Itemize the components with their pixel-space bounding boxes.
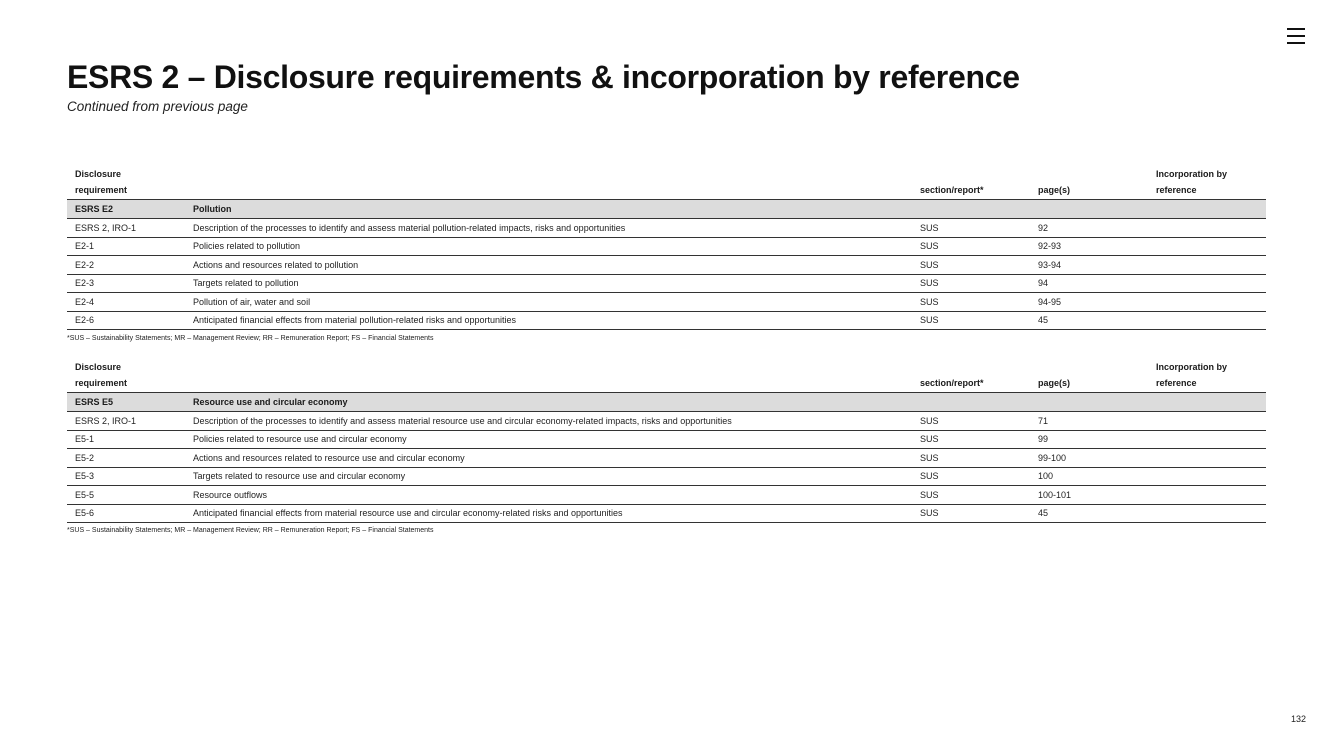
row-description: Pollution of air, water and soil — [185, 293, 912, 312]
row-description: Description of the processes to identify and assess material resource use and circular economy-related impacts, risks and opportunities — [185, 412, 912, 431]
row-section-report: SUS — [912, 430, 1030, 449]
header-disclosure-requirement: Disclosure requirement — [67, 359, 185, 393]
row-code: E5-2 — [67, 449, 185, 468]
row-code: E2-6 — [67, 311, 185, 330]
header-pages: page(s) — [1030, 359, 1148, 393]
row-pages: 94 — [1030, 274, 1148, 293]
table-row — [67, 449, 1266, 468]
row-description: Policies related to resource use and circular economy — [185, 430, 912, 449]
row-reference — [1148, 504, 1266, 523]
table-row — [67, 412, 1266, 431]
table-header-row — [67, 166, 1266, 200]
row-reference — [1148, 430, 1266, 449]
row-pages: 45 — [1030, 311, 1148, 330]
section-name: Resource use and circular economy — [185, 393, 912, 412]
row-reference — [1148, 219, 1266, 238]
row-pages: 94-95 — [1030, 293, 1148, 312]
header-pages: page(s) — [1030, 166, 1148, 200]
row-reference — [1148, 293, 1266, 312]
row-description: Description of the processes to identify and assess material pollution-related impacts, risks and opportunities — [185, 219, 912, 238]
row-pages: 93-94 — [1030, 256, 1148, 275]
row-pages: 100-101 — [1030, 486, 1148, 505]
row-code: E5-3 — [67, 467, 185, 486]
row-description: Policies related to pollution — [185, 237, 912, 256]
table-row — [67, 237, 1266, 256]
row-section-report: SUS — [912, 293, 1030, 312]
row-section-report: SUS — [912, 274, 1030, 293]
header-description — [185, 359, 912, 393]
footnote: *SUS – Sustainability Statements; MR – Management Review; RR – Remuneration Report; FS – Financial Statements — [67, 335, 434, 342]
row-pages: 45 — [1030, 504, 1148, 523]
table-header-row — [67, 359, 1266, 393]
row-code: E2-2 — [67, 256, 185, 275]
table-row — [67, 430, 1266, 449]
row-code: E5-1 — [67, 430, 185, 449]
row-reference — [1148, 412, 1266, 431]
table-row — [67, 256, 1266, 275]
header-incorporation-by-reference: Incorporation by reference — [1148, 166, 1266, 200]
row-description: Actions and resources related to pollution — [185, 256, 912, 275]
row-code: ESRS 2, IRO-1 — [67, 412, 185, 431]
header-disclosure-requirement: Disclosure requirement — [67, 166, 185, 200]
table-row — [67, 293, 1266, 312]
row-description: Anticipated financial effects from material pollution-related risks and opportunities — [185, 311, 912, 330]
row-reference — [1148, 467, 1266, 486]
header-section-report: section/report* — [912, 359, 1030, 393]
row-reference — [1148, 311, 1266, 330]
section-code: ESRS E5 — [67, 393, 185, 412]
row-code: E2-1 — [67, 237, 185, 256]
row-code: ESRS 2, IRO-1 — [67, 219, 185, 238]
section-row — [67, 200, 1266, 219]
row-pages: 99 — [1030, 430, 1148, 449]
page-number: 132 — [1290, 714, 1306, 724]
table-row — [67, 486, 1266, 505]
page-subtitle: Continued from previous page — [67, 99, 248, 114]
row-section-report: SUS — [912, 449, 1030, 468]
table-row — [67, 311, 1266, 330]
header-incorporation-by-reference: Incorporation by reference — [1148, 359, 1266, 393]
row-pages: 99-100 — [1030, 449, 1148, 468]
row-section-report: SUS — [912, 311, 1030, 330]
table-row — [67, 467, 1266, 486]
section-row — [67, 393, 1266, 412]
row-code: E5-6 — [67, 504, 185, 523]
row-description: Resource outflows — [185, 486, 912, 505]
row-pages: 92 — [1030, 219, 1148, 238]
row-section-report: SUS — [912, 504, 1030, 523]
row-description: Anticipated financial effects from material resource use and circular economy-related risks and opportunities — [185, 504, 912, 523]
row-pages: 92-93 — [1030, 237, 1148, 256]
section-code: ESRS E2 — [67, 200, 185, 219]
row-code: E2-4 — [67, 293, 185, 312]
header-section-report: section/report* — [912, 166, 1030, 200]
row-section-report: SUS — [912, 256, 1030, 275]
disclosure-table-resource-use — [67, 359, 1266, 523]
page-title: ESRS 2 – Disclosure requirements & incorporation by reference — [67, 59, 1020, 95]
row-reference — [1148, 256, 1266, 275]
section-name: Pollution — [185, 200, 912, 219]
hamburger-menu-icon[interactable] — [1287, 27, 1305, 45]
header-description — [185, 166, 912, 200]
row-description: Targets related to pollution — [185, 274, 912, 293]
row-reference — [1148, 449, 1266, 468]
table-row — [67, 219, 1266, 238]
row-reference — [1148, 237, 1266, 256]
row-description: Targets related to resource use and circular economy — [185, 467, 912, 486]
row-section-report: SUS — [912, 412, 1030, 431]
row-section-report: SUS — [912, 219, 1030, 238]
row-reference — [1148, 486, 1266, 505]
table-row — [67, 504, 1266, 523]
row-section-report: SUS — [912, 467, 1030, 486]
disclosure-table-pollution — [67, 166, 1266, 330]
row-reference — [1148, 274, 1266, 293]
row-code: E5-5 — [67, 486, 185, 505]
table-row — [67, 274, 1266, 293]
row-pages: 100 — [1030, 467, 1148, 486]
row-section-report: SUS — [912, 237, 1030, 256]
row-section-report: SUS — [912, 486, 1030, 505]
footnote: *SUS – Sustainability Statements; MR – Management Review; RR – Remuneration Report; FS – Financial Statements — [67, 527, 434, 534]
row-description: Actions and resources related to resource use and circular economy — [185, 449, 912, 468]
row-pages: 71 — [1030, 412, 1148, 431]
row-code: E2-3 — [67, 274, 185, 293]
